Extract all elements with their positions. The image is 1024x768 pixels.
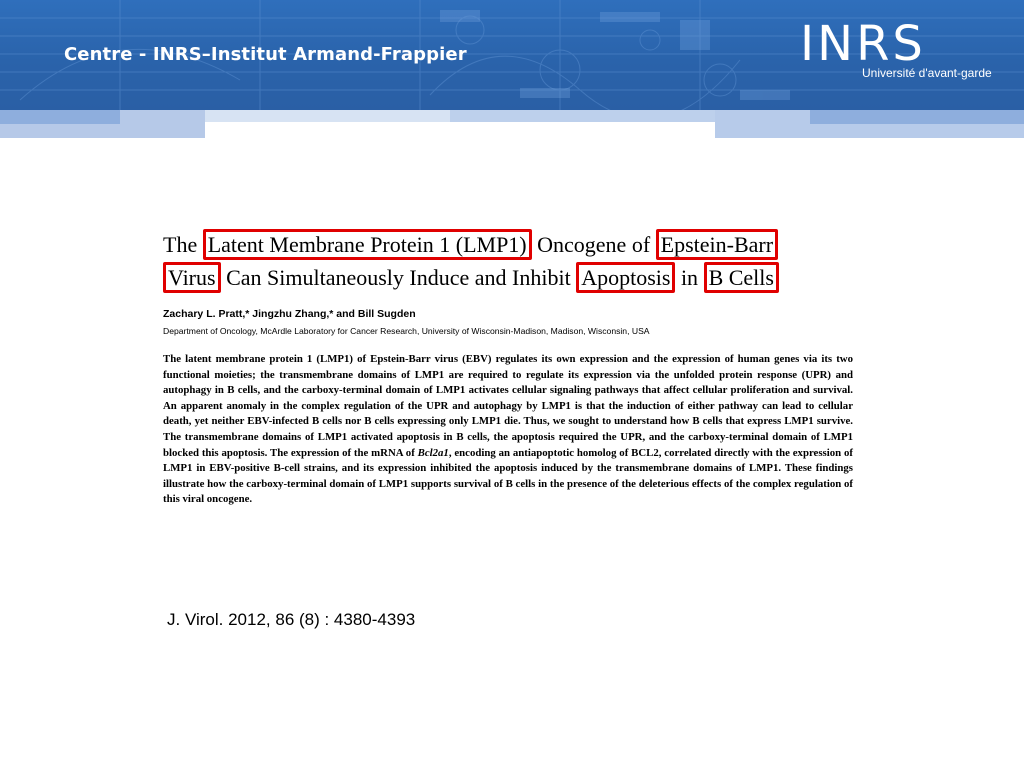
logo-tagline: Université d'avant-garde: [862, 66, 992, 80]
paper-authors: Zachary L. Pratt,* Jingzhu Zhang,* and Bill Sugden: [163, 308, 416, 320]
paper-excerpt: [163, 228, 863, 508]
header-banner: [0, 0, 1024, 110]
highlight-box: Epstein-Barr: [656, 229, 778, 260]
title-text: The: [163, 232, 203, 257]
strip-block: [0, 110, 120, 124]
strip-block: [205, 110, 450, 122]
title-text: in: [675, 265, 704, 290]
title-text: Can Simultaneously Induce and Inhibit: [220, 265, 577, 290]
title-text: Oncogene of: [531, 232, 656, 257]
abstract-text: The latent membrane protein 1 (LMP1) of Epstein-Barr virus (EBV) regulates its own expression and the expression of human genes via its two functional moieties; the transmembrane domains of LMP1 are required to regulate its expression via the unfolded protein response (UPR) and autophagy in B cells, and the carboxy-terminal domain of LMP1 activates cellular signaling pathways that affect cellular proliferation and survival. An apparent anomaly in the complex regulation of the UPR and autophagy by LMP1 is that the induction of either pathway can lead to cellular death, yet neither EBV-infected B cells nor B cells expressing only LMP1 die. Thus, we sought to understand how B cells that express LMP1 survive. The transmembrane domains of LMP1 activated apoptosis in B cells, the apoptosis required the UPR, and the carboxy-terminal domain of LMP1 blocked this apoptosis. The expression of the mRNA of: [163, 353, 853, 459]
header-title: Centre - INRS–Institut Armand-Frappier: [64, 44, 467, 65]
abstract-gene-name: Bcl2a1: [417, 446, 449, 459]
paper-abstract: [163, 352, 853, 508]
header-strip: [0, 110, 1024, 138]
citation: J. Virol. 2012, 86 (8) : 4380-4393: [167, 610, 416, 629]
strip-block: [810, 110, 1024, 124]
strip-block: [450, 110, 715, 122]
inrs-logo: INRS: [800, 16, 926, 72]
paper-affiliation: Department of Oncology, McArdle Laboratory for Cancer Research, University of Wisconsin-Madison, Madison, Wisconsin, USA: [163, 326, 650, 336]
highlight-box: Virus: [163, 262, 221, 293]
paper-title: [163, 228, 863, 294]
highlight-box: B Cells: [704, 262, 779, 293]
highlight-box: Apoptosis: [576, 262, 675, 293]
abstract-text: , encoding an antiapoptotic homolog of BCL2, correlated directly with the expression of LMP1 in EBV-positive B-cell strains, and its expression inhibited the apoptosis induced by the transmembrane domains of LMP1. These findings illustrate how the carboxy-terminal domain of LMP1 supports survival of B cells in the presence of the deleterious effects of the complex regulation of this viral oncogene.: [163, 446, 853, 506]
highlight-box: Latent Membrane Protein 1 (LMP1): [203, 229, 532, 260]
